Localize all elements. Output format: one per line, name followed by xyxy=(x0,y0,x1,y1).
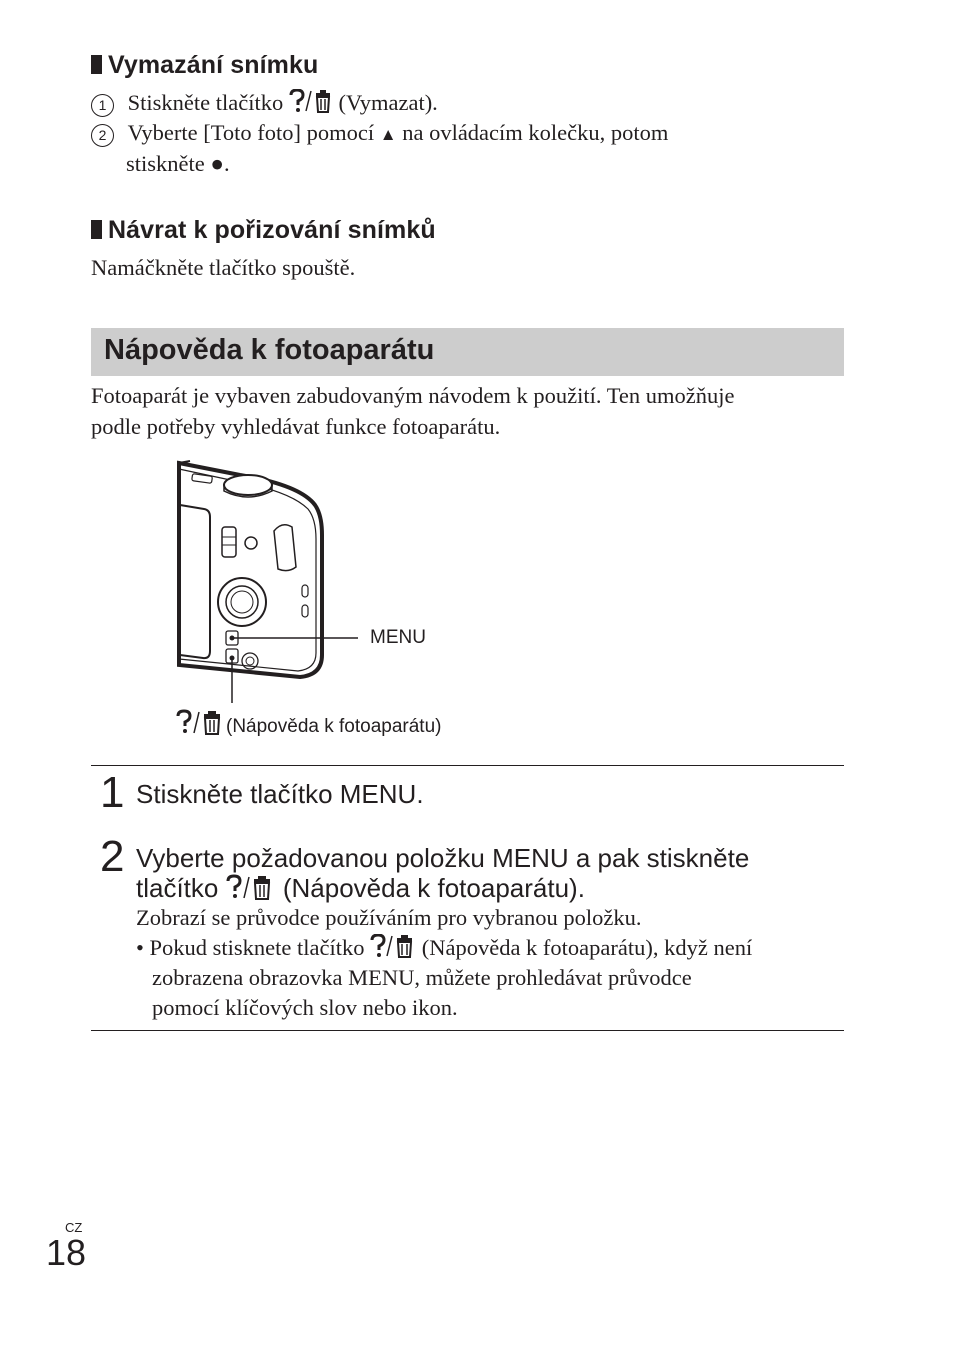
help-trash-icon xyxy=(176,709,226,741)
top-rule xyxy=(91,765,844,766)
return-text: Namáčkněte tlačítko spouště. xyxy=(91,255,356,280)
step-2-bullet-line-2: zobrazena obrazovka MENU, můžete prohledávat průvodce xyxy=(152,965,692,990)
camera-illustration xyxy=(170,455,470,705)
up-arrow-icon: ▲ xyxy=(379,125,397,144)
center-button-icon: ● xyxy=(210,151,224,176)
step-number: 2 xyxy=(91,124,114,147)
bottom-rule xyxy=(91,1030,844,1031)
return-heading: Návrat k pořizování snímků xyxy=(91,216,436,245)
delete-heading: Vymazání snímku xyxy=(91,51,318,80)
delete-step-2: 2 Vyberte [Toto foto] pomocí ▲ na ovládacím kolečku, potom xyxy=(91,118,668,150)
step-2-number: 2 xyxy=(100,832,125,881)
step-number: 1 xyxy=(91,94,114,117)
intro-line-1: Fotoaparát je vybaven zabudovaným návodem k použití. Ten umožňuje xyxy=(91,383,735,408)
step-2-bullet: • Pokud stisknete tlačítko (Nápověda k fotoaparátu), když není xyxy=(136,933,752,966)
delete-step-1: 1 Stiskněte tlačítko (Vymazat). xyxy=(91,88,438,121)
heading-marker xyxy=(91,55,102,74)
help-callout: (Nápověda k fotoaparátu) xyxy=(176,709,441,741)
intro-line-2: podle potřeby vyhledávat funkce fotoaparátu. xyxy=(91,414,501,439)
language-code: CZ xyxy=(65,1220,83,1235)
step-2-note: Zobrazí se průvodce používáním pro vybranou položku. xyxy=(136,905,642,930)
menu-callout: MENU xyxy=(370,627,426,648)
step-2-line-1: Vyberte požadovanou položku MENU a pak stiskněte xyxy=(136,843,750,873)
help-trash-icon xyxy=(226,874,276,906)
step-1-text: Stiskněte tlačítko MENU. xyxy=(136,779,424,809)
section-title: Nápověda k fotoaparátu xyxy=(104,334,435,366)
delete-step-2-cont: stiskněte ●. xyxy=(126,151,230,176)
step-2-line-2: tlačítko (Nápověda k fotoaparátu). xyxy=(136,873,585,906)
step-1-number: 1 xyxy=(100,768,125,817)
help-trash-icon xyxy=(370,934,416,966)
step-2-bullet-line-3: pomocí klíčových slov nebo ikon. xyxy=(152,995,458,1020)
help-trash-icon xyxy=(289,89,333,121)
heading-marker xyxy=(91,220,102,239)
page-number: 18 xyxy=(46,1232,87,1273)
